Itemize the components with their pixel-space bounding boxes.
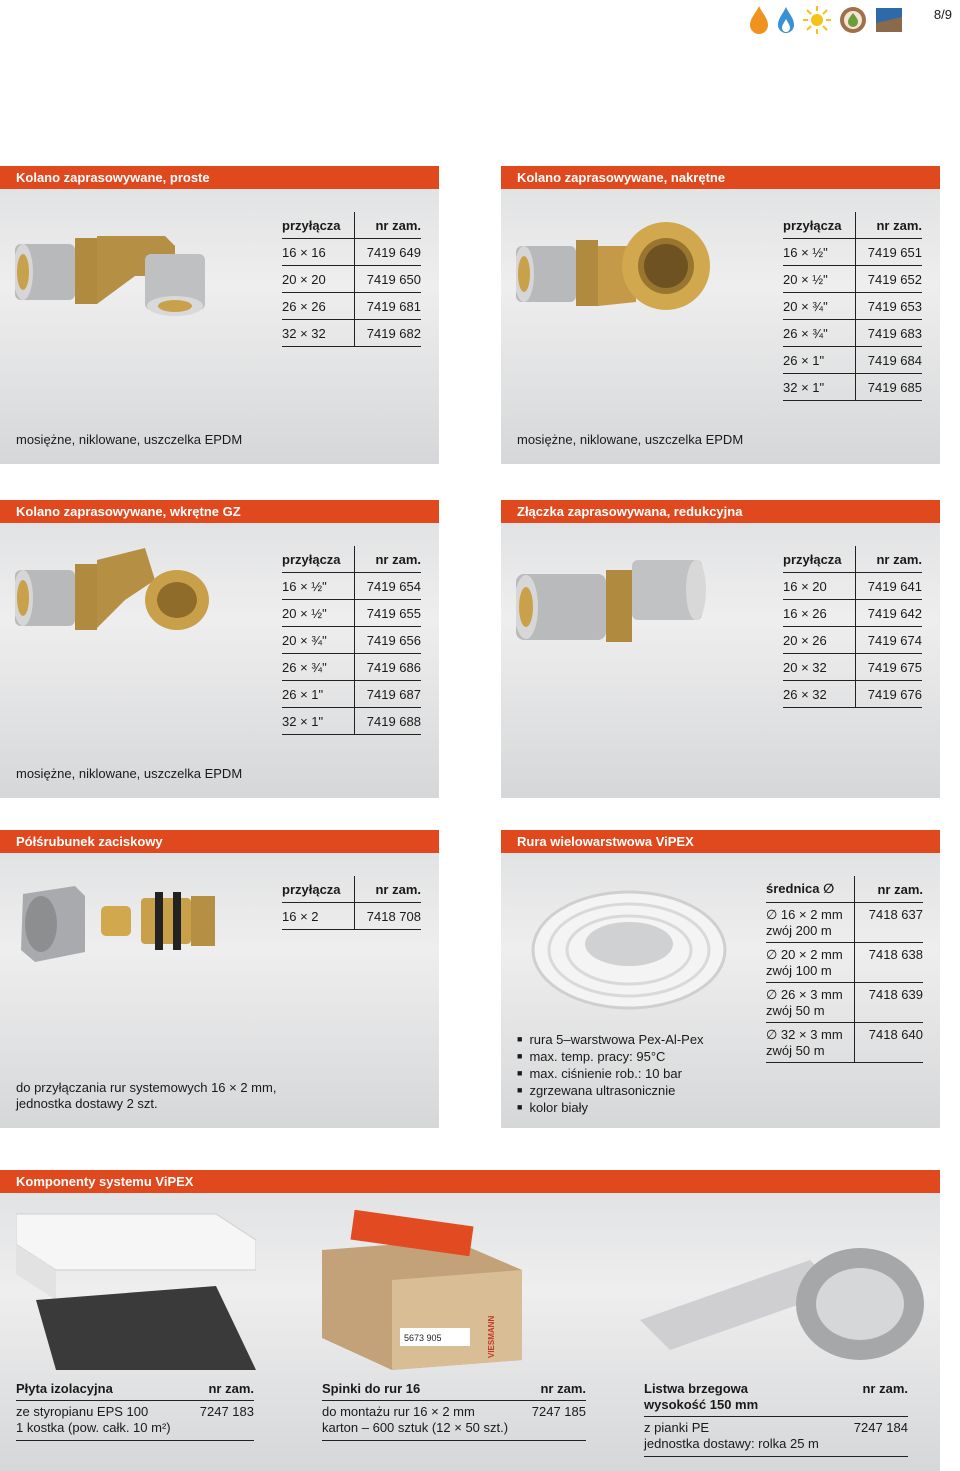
table-row: 26 × ¾" 7419 686	[282, 654, 421, 681]
elbow-threaded-fitting-image	[15, 540, 215, 650]
list-item: ■ kolor biały	[517, 1100, 704, 1117]
table-row: 16 × 16 7419 649	[282, 239, 421, 266]
table-row: 20 × 32 7419 675	[783, 654, 922, 681]
page-number: 8/9	[933, 7, 952, 22]
component-desc: 1 kostka (pow. całk. 10 m²)	[16, 1420, 171, 1435]
list-item: ■ max. ciśnienie rob.: 10 bar	[517, 1066, 704, 1083]
table-row: ∅ 16 × 2 mm zwój 200 m 7418 637	[766, 903, 923, 943]
section-title: Kolano zaprasowywane, wkrętne GZ	[0, 500, 439, 523]
reducer-fitting-image	[516, 540, 716, 650]
parts-table	[282, 876, 421, 930]
oil-flame-icon	[748, 5, 770, 35]
elbow-fitting-image	[15, 206, 215, 316]
table-row: 20 × ½" 7419 655	[282, 600, 421, 627]
water-icon	[874, 5, 904, 35]
col-header-order-no: nr zam.	[208, 1381, 254, 1396]
card-kolano-nakretne	[501, 166, 940, 464]
table-row: 16 × 2 7418 708	[282, 903, 421, 930]
table-row: 16 × 20 7419 641	[783, 573, 922, 600]
component-desc: z pianki PE	[644, 1420, 710, 1435]
card-kolano-wkretne	[0, 500, 439, 798]
section-title: Rura wielowarstwowa ViPEX	[501, 830, 940, 853]
note-line: jednostka dostawy 2 szt.	[16, 1096, 158, 1111]
compression-fitting-image	[15, 876, 225, 966]
table-row: 20 × ¾" 7419 653	[783, 293, 922, 320]
table-row: 20 × ¾" 7419 656	[282, 627, 421, 654]
usage-note	[16, 1080, 276, 1112]
component-name: Płyta izolacyjna	[16, 1381, 113, 1396]
component-strip	[644, 1381, 908, 1457]
energy-icons	[748, 4, 904, 36]
table-row: 26 × 1" 7419 687	[282, 681, 421, 708]
edge-strip-image	[640, 1230, 930, 1370]
component-plate	[16, 1381, 254, 1441]
card-rura-vipex	[501, 830, 940, 1128]
col-header-connection: przyłącza	[783, 212, 856, 239]
table-row: ∅ 32 × 3 mm zwój 50 m 7418 640	[766, 1023, 923, 1063]
component-name: Spinki do rur 16	[322, 1381, 421, 1396]
col-header-order-no: nr zam.	[540, 1381, 586, 1396]
table-row: 26 × 32 7419 676	[783, 681, 922, 708]
material-note: mosiężne, niklowane, uszczelka EPDM	[517, 432, 744, 447]
table-row: 26 × ¾" 7419 683	[783, 320, 922, 347]
order-number: 7247 183	[199, 1404, 254, 1419]
col-header-order-no: nr zam.	[856, 212, 923, 239]
section-title: Komponenty systemu ViPEX	[0, 1170, 940, 1193]
order-number: 7247 185	[531, 1404, 586, 1419]
table-row: ∅ 26 × 3 mm zwój 50 m 7418 639	[766, 983, 923, 1023]
table-row: 32 × 32 7419 682	[282, 320, 421, 347]
section-title: Złączka zaprasowywana, redukcyjna	[501, 500, 940, 523]
sun-icon	[802, 5, 832, 35]
component-desc: ze styropianu EPS 100	[16, 1404, 149, 1419]
table-row: 26 × 26 7419 681	[282, 293, 421, 320]
col-header-order-no: nr zam.	[355, 546, 422, 573]
col-header-connection: przyłącza	[282, 876, 355, 903]
component-desc: do montażu rur 16 × 2 mm	[322, 1404, 475, 1419]
col-header-order-no: nr zam.	[355, 212, 422, 239]
parts-table	[783, 546, 922, 708]
card-kolano-proste	[0, 166, 439, 464]
gas-flame-icon	[776, 5, 796, 35]
col-header-order-no: nr zam.	[855, 876, 924, 903]
table-row: 32 × 1" 7419 688	[282, 708, 421, 735]
section-title: Kolano zaprasowywane, nakrętne	[501, 166, 940, 189]
list-item: ■ zgrzewana ultrasonicznie	[517, 1083, 704, 1100]
col-header-order-no: nr zam.	[355, 876, 422, 903]
material-note: mosiężne, niklowane, uszczelka EPDM	[16, 766, 243, 781]
elbow-nut-fitting-image	[516, 206, 716, 326]
col-header-order-no: nr zam.	[856, 546, 923, 573]
box-code: 5673 905	[404, 1333, 442, 1343]
component-desc: jednostka dostawy: rolka 25 m	[644, 1436, 819, 1451]
table-row: ∅ 20 × 2 mm zwój 100 m 7418 638	[766, 943, 923, 983]
list-item: ■ rura 5–warstwowa Pex-Al-Pex	[517, 1032, 704, 1049]
features-list	[517, 1032, 704, 1117]
col-header-connection: przyłącza	[282, 546, 355, 573]
card-polsrubunek	[0, 830, 439, 1128]
parts-table	[282, 546, 421, 735]
parts-table	[282, 212, 421, 347]
table-row: 32 × 1" 7419 685	[783, 374, 922, 401]
component-name: wysokość 150 mm	[644, 1397, 759, 1412]
col-header-diameter: średnica ∅	[766, 876, 855, 903]
section-title: Kolano zaprasowywane, proste	[0, 166, 439, 189]
component-desc: karton – 600 sztuk (12 × 50 szt.)	[322, 1420, 509, 1435]
col-header-connection: przyłącza	[282, 212, 355, 239]
section-title: Półśrubunek zaciskowy	[0, 830, 439, 853]
table-row: 20 × 26 7419 674	[783, 627, 922, 654]
col-header-connection: przyłącza	[783, 546, 856, 573]
box-brand: VIESMANN	[487, 1315, 496, 1358]
component-clips	[322, 1381, 586, 1441]
insulation-board-image	[16, 1210, 256, 1370]
pipe-coil-image	[529, 880, 729, 1010]
material-note: mosiężne, niklowane, uszczelka EPDM	[16, 432, 243, 447]
parts-table	[783, 212, 922, 401]
card-komponenty	[0, 1170, 940, 1471]
table-row: 16 × ½" 7419 651	[783, 239, 922, 266]
pipe-table	[766, 876, 923, 1063]
list-item: ■ max. temp. pracy: 95°C	[517, 1049, 704, 1066]
clips-box-image	[322, 1210, 522, 1375]
table-row: 16 × ½" 7419 654	[282, 573, 421, 600]
biomass-icon	[838, 5, 868, 35]
table-row: 20 × ½" 7419 652	[783, 266, 922, 293]
col-header-order-no: nr zam.	[862, 1381, 908, 1396]
table-row: 20 × 20 7419 650	[282, 266, 421, 293]
table-row: 16 × 26 7419 642	[783, 600, 922, 627]
card-zlaczka-redukcyjna	[501, 500, 940, 798]
note-line: do przyłączania rur systemowych 16 × 2 mm,	[16, 1080, 277, 1095]
order-number: 7247 184	[853, 1420, 908, 1435]
component-name: Listwa brzegowa	[644, 1381, 749, 1396]
table-row: 26 × 1" 7419 684	[783, 347, 922, 374]
